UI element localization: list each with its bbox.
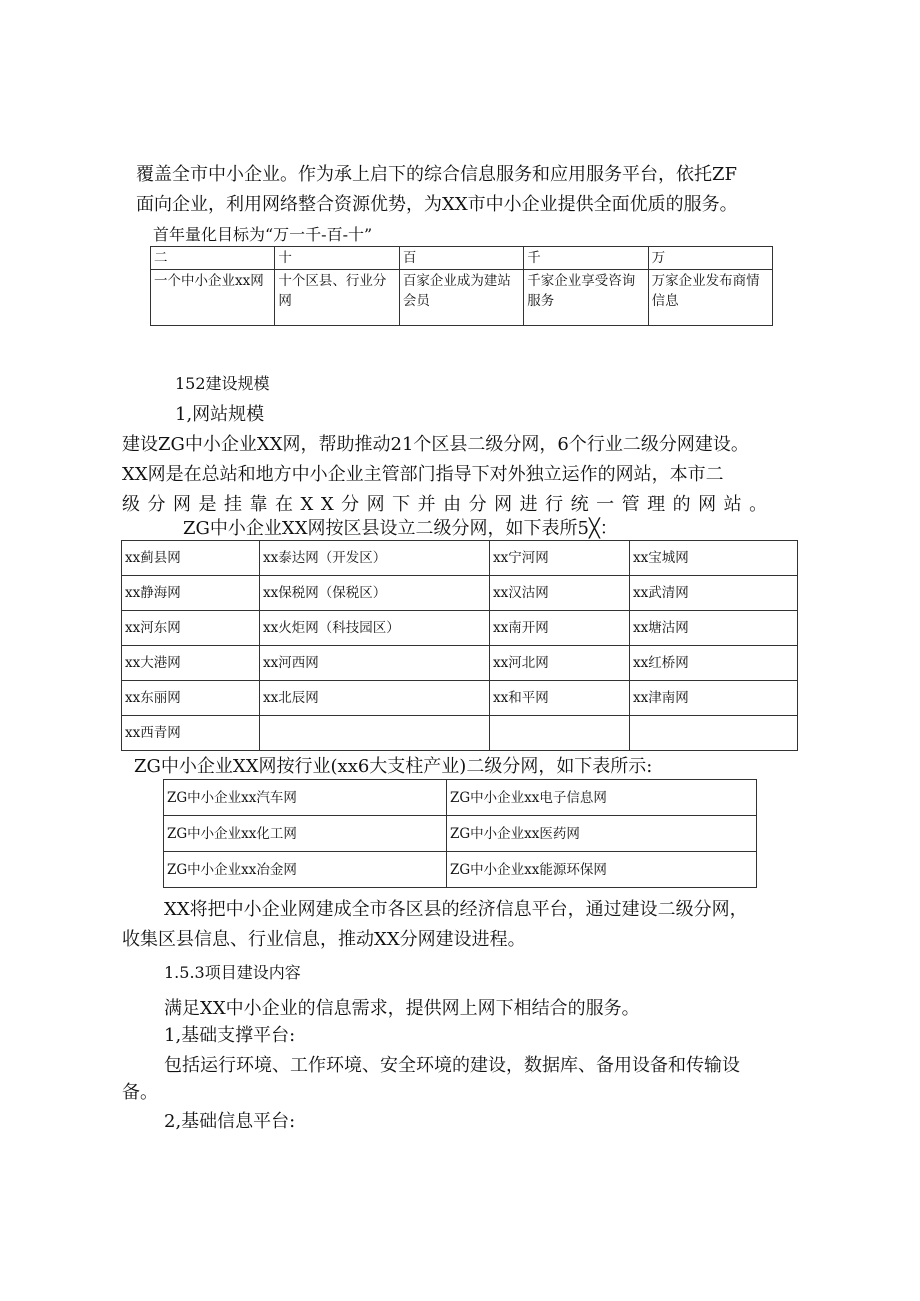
goal-cell: 一个中小企业xx网 [151,270,275,326]
table-cell: xx津南网 [630,681,798,716]
table-row [122,541,798,576]
county-table [121,540,798,751]
table-cell [630,716,798,751]
item2-title: 2,基础信息平台: [164,1111,296,1132]
table-cell: xx塘沽网 [630,611,798,646]
table-cell: xx红桥网 [630,646,798,681]
table-cell: xx武清网 [630,576,798,611]
table-cell: xx大港网 [122,646,260,681]
goal-cell: 千家企业享受咨询服务 [524,270,648,326]
item1-title: 1,基础支撑平台: [164,1025,296,1046]
county-table-caption: ZG中小企业XX网按区县设立二级分网，如下表所5╳： [183,518,618,539]
goal-cell: 万家企业发布商情信息 [648,270,772,326]
goal-table-row [151,270,773,326]
para2-line-1: XX将把中小企业网建成全市各区县的经济信息平台，通过建设二级分网， [164,899,748,920]
goal-cell: 十个区县、行业分网 [275,270,399,326]
para3: 满足XX中小企业的信息需求，提供网上网下相结合的服务。 [164,998,640,1019]
table-row [164,816,757,852]
goal-header-cell: 千 [524,247,648,270]
section-heading-153: 1.5.3项目建设内容 [164,963,301,982]
industry-table [163,779,757,888]
goal-title: 首年量化目标为“万一千-百-十” [153,225,373,244]
para1-line-3: 级分网是挂靠在XX分网下并由分网进行统一管理的网站。 [122,494,775,515]
table-cell: ZG中小企业xx汽车网 [164,780,447,816]
item1-body-line-1: 包括运行环境、工作环境、安全环境的建设，数据库、备用设备和传输设 [164,1055,740,1076]
table-cell: xx火炬网（科技园区） [260,611,490,646]
table-cell: xx静海网 [122,576,260,611]
table-cell: xx东丽网 [122,681,260,716]
table-cell: ZG中小企业xx能源环保网 [447,852,757,888]
industry-table-caption: ZG中小企业XX网按行业(xx6大支柱产业)二级分网，如下表所示: [134,756,653,777]
para2-line-2: 收集区县信息、行业信息，推动XX分网建设进程。 [122,929,526,950]
para1-line-1: 建设ZG中小企业XX网，帮助推动21个区县二级分网，6个行业二级分网建设。 [122,434,749,455]
goal-header-cell: 万 [648,247,772,270]
table-row [122,576,798,611]
table-cell: xx宁河网 [490,541,630,576]
table-row [122,716,798,751]
table-row [122,646,798,681]
table-row [122,611,798,646]
table-cell: xx南开网 [490,611,630,646]
goal-header-cell: 十 [275,247,399,270]
table-cell: xx河东网 [122,611,260,646]
goal-cell: 百家企业成为建站会员 [399,270,523,326]
intro-line-1: 覆盖全市中小企业。作为承上启下的综合信息服务和应用服务平台，依托ZF [136,164,737,185]
table-cell: xx泰达网（开发区） [260,541,490,576]
table-cell: xx保税网（保税区） [260,576,490,611]
table-cell: ZG中小企业xx医药网 [447,816,757,852]
section-heading-152: 152建设规模 [175,374,270,393]
table-cell: xx和平网 [490,681,630,716]
table-row [122,681,798,716]
table-cell: xx宝城网 [630,541,798,576]
table-cell: xx蓟县网 [122,541,260,576]
table-cell: ZG中小企业xx化工网 [164,816,447,852]
table-cell: xx河北网 [490,646,630,681]
intro-line-2: 面向企业，利用网络整合资源优势，为XX市中小企业提供全面优质的服务。 [136,194,738,215]
table-cell: ZG中小企业xx电子信息网 [447,780,757,816]
table-cell: xx北辰网 [260,681,490,716]
goal-header-cell: 二 [151,247,275,270]
table-row [164,852,757,888]
subheading-website-scale: 1,网站规模 [175,404,265,425]
goal-header-cell: 百 [399,247,523,270]
table-cell: xx河西网 [260,646,490,681]
goal-table [150,246,773,326]
table-cell: xx汉沽网 [490,576,630,611]
table-cell: ZG中小企业xx冶金网 [164,852,447,888]
table-row [164,780,757,816]
table-cell [490,716,630,751]
item1-body-line-2: 备。 [122,1082,158,1103]
goal-table-header-row [151,247,773,270]
table-cell: xx西青网 [122,716,260,751]
para1-line-2: XX网是在总站和地方中小企业主管部门指导下对外独立运作的网站，本市二 [122,464,724,485]
table-cell [260,716,490,751]
